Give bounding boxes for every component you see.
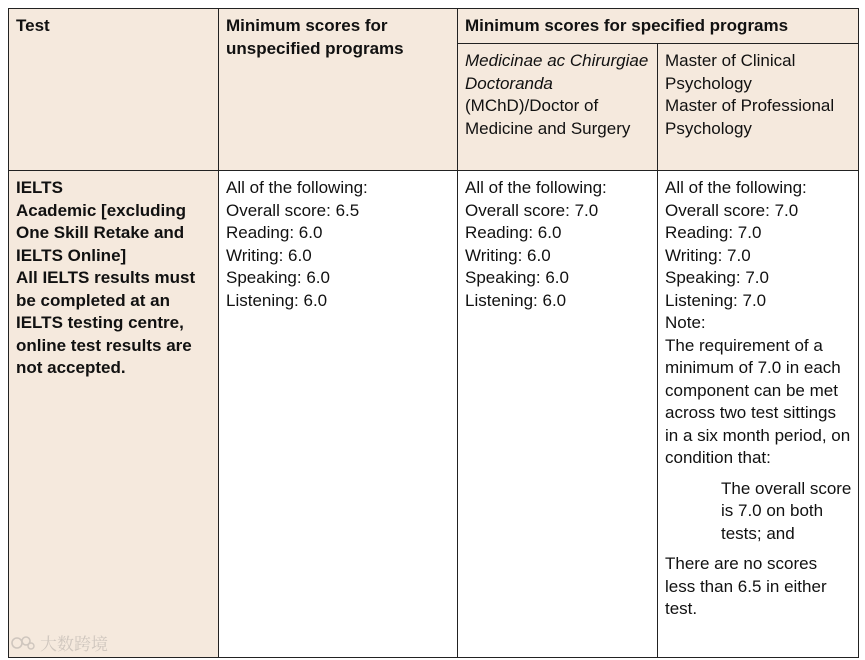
table-row-ielts [9,171,859,658]
score-line: Listening: 6.0 [465,290,567,310]
table-header-row [9,9,859,44]
ielts-test-variant: Academic [excluding One Skill Retake and IELTS Online] [16,200,187,265]
ielts-test-name: IELTS [16,178,63,197]
note-condition-final: There are no scores less than 6.5 in either test. [665,554,827,618]
score-line: All of the following: [665,178,807,197]
note-text: The requirement of a minimum of 7.0 in each component can be met across two test sittings in a six month period, on condition that: [665,335,851,467]
ielts-medicine-cell [458,171,658,658]
english-requirements-table [8,8,859,658]
note-condition-indented: The overall score is 7.0 on both tests; and [721,478,852,543]
header-unspecified [219,9,458,171]
header-unspecified-label: Minimum scores for unspecified programs [226,16,404,58]
watermark-text: 大数跨境 [40,635,108,655]
score-line: Overall score: 7.0 [665,200,799,220]
score-line: Writing: 7.0 [665,245,751,265]
score-line: Speaking: 7.0 [665,268,769,287]
ielts-psychology-cell [658,171,859,658]
header-specified [458,9,859,44]
score-line: Listening: 7.0 [665,290,767,310]
score-line: Reading: 6.0 [465,223,562,242]
header-test [9,9,219,171]
score-line: Reading: 6.0 [226,223,323,242]
medicine-program-english-name: (MChD)/Doctor of Medicine and Surgery [465,96,631,138]
ielts-test-cell [9,171,219,658]
header-specified-label: Minimum scores for specified programs [465,16,789,35]
note-label: Note: [665,313,706,332]
score-line: Listening: 6.0 [226,290,328,310]
ielts-unspecified-cell [219,171,458,658]
score-line: All of the following: [226,178,368,197]
subheader-psychology [658,44,859,171]
score-line: Writing: 6.0 [465,245,551,265]
watermark [10,630,108,655]
brand-logo-icon [10,634,36,652]
score-line: All of the following: [465,178,607,197]
score-line: Overall score: 7.0 [465,200,599,220]
ielts-test-condition: All IELTS results must be completed at an IELTS testing centre, online test results are not accepted. [16,268,196,377]
psychology-program-professional: Master of Professional Psychology [665,96,835,138]
subheader-medicine [458,44,658,171]
psychology-program-clinical: Master of Clinical Psychology [665,51,796,93]
score-line: Reading: 7.0 [665,223,762,242]
score-line: Writing: 6.0 [226,245,312,265]
score-line: Speaking: 6.0 [465,268,569,287]
score-line: Speaking: 6.0 [226,268,330,287]
medicine-program-latin-name: Medicinae ac Chirurgiae Doctoranda [465,51,649,93]
header-test-label: Test [16,16,50,35]
score-line: Overall score: 6.5 [226,200,360,220]
